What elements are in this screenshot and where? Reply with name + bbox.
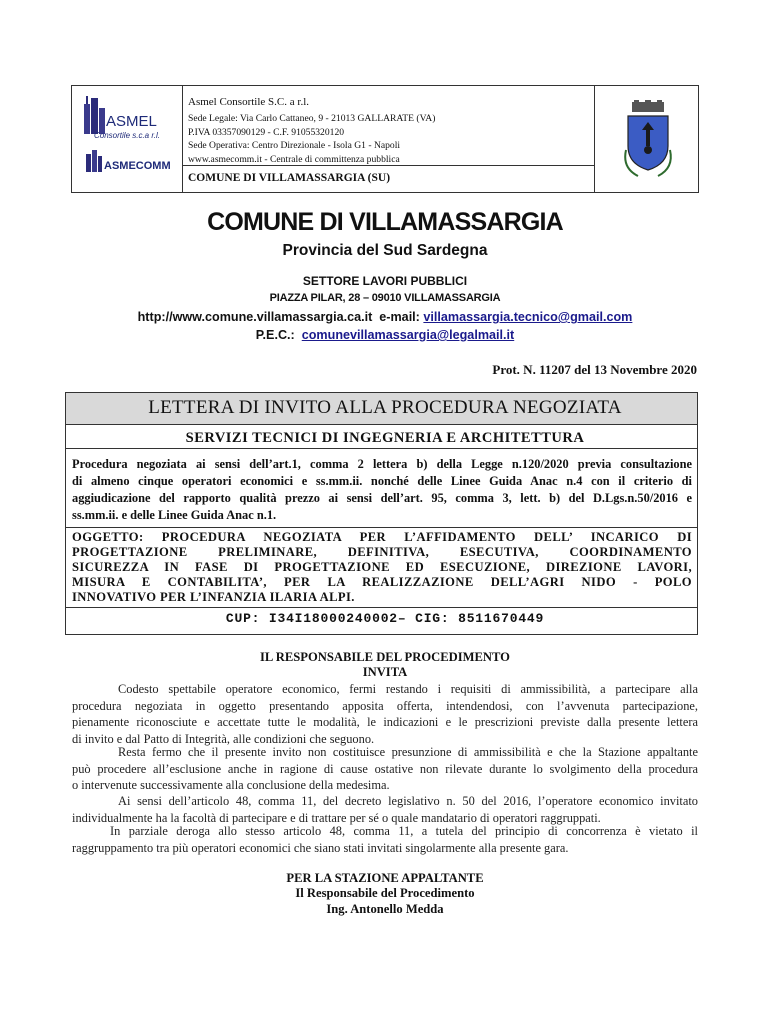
procedure-line: Procedura negoziata ai sensi dell’art.1, comma 2 lettera b) della Legge n.120/2020 previa consultazione bbox=[72, 457, 692, 471]
procedure-line: aggiudicazione del rapporto qualità prezzo ai sensi dell’art. 95, comma 3, lett. b) del D.Lgs.n.50/2016 e bbox=[72, 491, 692, 505]
body-heading: IL RESPONSABILE DEL PROCEDIMENTO bbox=[260, 650, 510, 664]
website-text: http://www.comune.villamassargia.ca.it e-mail: bbox=[137, 310, 424, 324]
paragraph-4 bbox=[72, 823, 698, 856]
object-description bbox=[72, 530, 692, 605]
paragraph-1 bbox=[72, 681, 698, 747]
legal-seat: Sede Legale: Via Carlo Cattaneo, 9 - 21013 GALLARATE (VA) bbox=[188, 113, 436, 124]
web-email-line bbox=[0, 310, 770, 324]
email-link[interactable]: villamassargia.tecnico@gmail.com bbox=[423, 310, 633, 324]
object-line: INNOVATIVO PER L’INFANZIA ILARIA ALPI. bbox=[72, 590, 355, 604]
address: PIAZZA PILAR, 28 – 09010 VILLAMASSARGIA bbox=[269, 292, 501, 304]
procedure-line: di almeno cinque operatori economici e ss.mm.ii. nonché delle Linee Guida Anac n.4 con il criterio di bbox=[72, 474, 692, 488]
asmecomm-logo-word: ASMECOMM bbox=[104, 160, 171, 172]
coat-of-arms-icon bbox=[620, 100, 676, 180]
province: Provincia del Sud Sardegna bbox=[282, 242, 488, 259]
pec-link[interactable]: comunevillamassargia@legalmail.it bbox=[301, 328, 515, 342]
text-line: raggruppamento tra più operatori economici che siano stati invitati singolarmente alla presente gara. bbox=[72, 840, 569, 855]
paragraph-2 bbox=[72, 744, 698, 794]
object-line: OGGETTO: PROCEDURA NEGOZIATA PER L’AFFIDAMENTO DELL’ INCARICO DI bbox=[72, 530, 692, 544]
sector: SETTORE LAVORI PUBBLICI bbox=[302, 274, 468, 288]
website-line: www.asmecomm.it - Centrale di committenza pubblica bbox=[188, 153, 400, 165]
paragraph-3 bbox=[72, 793, 698, 826]
text-line: o intervenute successivamente alla conclusione della medesima. bbox=[72, 778, 390, 792]
text-line: individualmente ha la facoltà di partecipare e di trattare per sé o quale mandatario di operatori raggruppati. bbox=[72, 810, 601, 825]
tax-ids: P.IVA 03357090129 - C.F. 91055320120 bbox=[188, 126, 345, 138]
asmecomm-logo bbox=[84, 150, 176, 176]
pec-line bbox=[0, 328, 770, 342]
signature-role: Il Responsabile del Procedimento bbox=[295, 886, 475, 900]
text-line: può procedere all’esclusione anche in ragione di cause ostative non rilevate durante lo svolgimento della procedura bbox=[72, 761, 698, 776]
object-line: SICUREZZA IN FASE DI PROGETTAZIONE ED ESECUZIONE, DIREZIONE LAVORI, bbox=[72, 560, 692, 574]
signature-for-line: PER LA STAZIONE APPALTANTE bbox=[286, 871, 484, 885]
pec-label: P.E.C.: bbox=[255, 328, 302, 342]
text-line: In parziale deroga allo stesso articolo 48, comma 11, a tutela del principio di concorrenza è vietato il bbox=[110, 824, 698, 838]
text-line: pienamente riconosciute e accettate tutte le modalità, le indicazioni e le prescrizioni previste dalla presente lettera bbox=[72, 715, 698, 729]
letterhead-table bbox=[71, 85, 699, 193]
procedure-description bbox=[72, 456, 692, 524]
procedure-line: ss.mm.ii. e delle Linee Guida Anac n.1. bbox=[72, 508, 277, 522]
asmel-logo-word: ASMEL bbox=[106, 113, 157, 130]
text-line: Codesto spettabile operatore economico, fermi restando i requisiti di ammissibilità, a partecipare alla bbox=[118, 682, 698, 696]
text-line: Ai sensi dell’articolo 48, comma 11, del decreto legislativo n. 50 del 2016, l’operatore economico invitato bbox=[118, 794, 698, 808]
asmel-logo bbox=[82, 96, 174, 140]
page-title: COMUNE DI VILLAMASSARGIA bbox=[207, 208, 563, 236]
letter-subtitle: SERVIZI TECNICI DI INGEGNERIA E ARCHITETTURA bbox=[185, 430, 585, 446]
org-name: Asmel Consortile S.C. a r.l. bbox=[188, 96, 309, 108]
asmel-logo-sub: Consortile s.c.a r.l. bbox=[94, 131, 160, 140]
signature-name: Ing. Antonello Medda bbox=[326, 902, 444, 916]
protocol-number: Prot. N. 11207 del 13 Novembre 2020 bbox=[492, 362, 697, 377]
invita-heading: INVITA bbox=[362, 665, 408, 679]
text-line: procedura negoziata in oggetto presentando apposita offerta, intendendosi, con l’avvenuta partecipazione, bbox=[72, 698, 698, 713]
letter-title: LETTERA DI INVITO ALLA PROCEDURA NEGOZIATA bbox=[148, 397, 622, 418]
operational-seat: Sede Operativa: Centro Direzionale - Isola G1 - Napoli bbox=[188, 140, 401, 151]
object-line: PROGETTAZIONE PRELIMINARE, DEFINITIVA, ESECUTIVA, COORDINAMENTO bbox=[72, 545, 692, 559]
comune-line: COMUNE DI VILLAMASSARGIA (SU) bbox=[188, 172, 391, 184]
object-line: MISURA E CONTABILITA’, PER LA REALIZZAZIONE DELL’AGRI NIDO - POLO bbox=[72, 575, 692, 589]
cup-cig-codes: CUP: I34I18000240002– CIG: 8511670449 bbox=[225, 611, 545, 626]
text-line: di invito e dal Patto di Integrità, alle condizioni che seguono. bbox=[72, 731, 375, 746]
text-line: Resta fermo che il presente invito non costituisce presunzione di ammissibilità e che la Stazione appaltante bbox=[118, 745, 698, 759]
